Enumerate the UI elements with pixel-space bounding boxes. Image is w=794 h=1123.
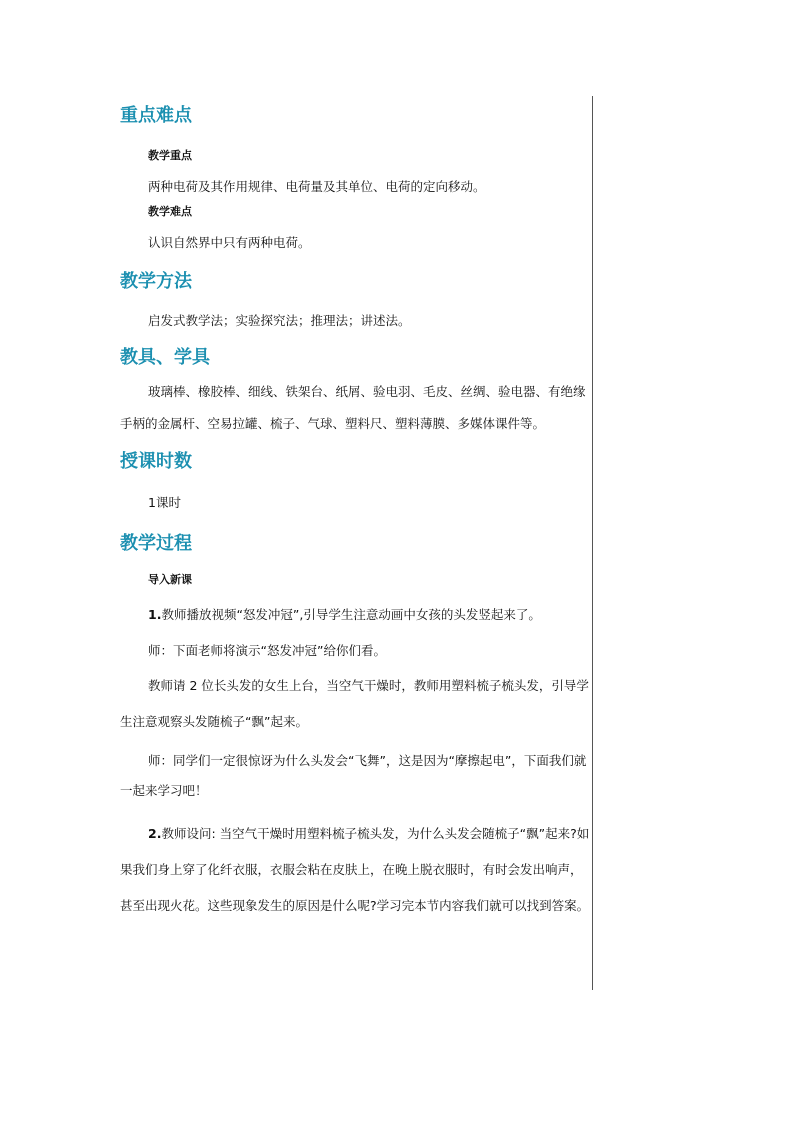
process-paragraph-2: 师：下面老师将演示“怒发冲冠”给你们看。 (148, 643, 386, 658)
process-paragraph-4: 师：同学们一定很惊讶为什么头发会“飞舞”，这是因为“摩擦起电”，下面我们就一起来学习吧！ (120, 753, 587, 798)
text-teaching-difficulty: 认识自然界中只有两种电荷。 (148, 235, 311, 250)
process-paragraph-1 (120, 600, 590, 630)
heading-process: 教学过程 (120, 533, 192, 554)
heading-key-points: 重点难点 (120, 105, 192, 126)
text-teaching-focus: 两种电荷及其作用规律、电荷量及其单位、电荷的定向移动。 (148, 179, 486, 194)
paragraph-number-2: 2. (148, 826, 162, 841)
process-paragraph-5 (120, 816, 590, 924)
paragraph-1-text: 教师播放视频“怒发冲冠”,引导学生注意动画中女孩的头发竖起来了。 (161, 607, 541, 622)
label-intro: 导入新课 (148, 573, 192, 586)
heading-tools: 教具、学具 (120, 347, 210, 368)
heading-methods: 教学方法 (120, 271, 192, 292)
text-methods: 启发式教学法；实验探究法；推理法；讲述法。 (148, 313, 411, 328)
text-tools: 玻璃棒、橡胶棒、细线、铁架台、纸屑、验电羽、毛皮、丝绸、验电器、有绝缘手柄的金属杆、空易拉罐、梳子、气球、塑料尺、塑料薄膜、多媒体课件等。 (120, 384, 586, 431)
label-teaching-difficulty: 教学难点 (148, 205, 192, 218)
process-paragraph-3: 教师请 2 位长头发的女生上台，当空气干燥时，教师用塑料梳子梳头发，引导学生注意观察头发随梳子“飘”起来。 (120, 678, 589, 729)
paragraph-number-1: 1. (148, 607, 162, 622)
paragraph-5-text: 教师设问: 当空气干燥时用塑料梳子梳头发，为什么头发会随梳子“飘”起来?如果我们身上穿了化纤衣服，衣服会粘在皮肤上，在晚上脱衣服时，有时会发出响声，甚至出现火花。这些现象发生的原因是什么呢?学习完本节内容我们就可以找到答案。 (120, 826, 590, 913)
document-content (120, 100, 590, 924)
heading-hours: 授课时数 (120, 451, 192, 472)
label-teaching-focus: 教学重点 (148, 149, 192, 162)
text-hours: 1课时 (148, 495, 181, 510)
right-border-line (592, 96, 593, 990)
